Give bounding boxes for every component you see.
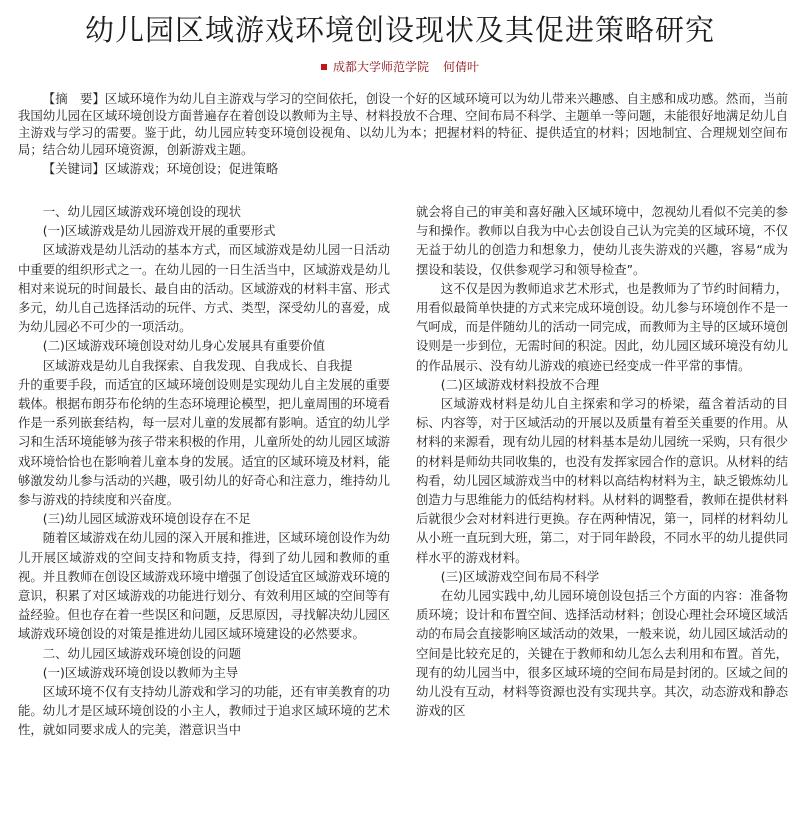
subsection-heading-1-1: (一)区域游戏是幼儿园游戏开展的重要形式 xyxy=(42,223,276,239)
left-column xyxy=(18,202,390,830)
bullet-square-icon xyxy=(321,64,327,70)
body-paragraph: 在幼儿园实践中,幼儿园环境创设包括三个方面的内容：准备物质环境；设计和布置空间、选择活动材料；创设心理社会环境区域活动的布局会直接影响区域活动的效果，一般来说，幼儿园区域活动的空间是比较充足的，关键在于教师和幼儿怎么去利用和布置。首先，现有的幼儿园当中，很多区域环境的空间布局是封闭的。区域之间的幼儿没有互动，材料等资源也没有实现共享。其次，动态游戏和静态游戏的区 xyxy=(416,588,788,719)
subsection-heading-2-1: (一)区域游戏环境创设以教师为主导 xyxy=(42,664,239,680)
keywords-label: 【关键词】 xyxy=(42,161,105,176)
body-paragraph: 就会将自己的审美和喜好融入区域环境中，忽视幼儿看似不完美的参与和操作。教师以自我为中心去创设自己认为完美的区域环境，不仅无益于幼儿的创造力和想象力，使幼儿丧失游戏的兴趣，容易“成为摆设和装设，仅供参观学习和领导检查”。 xyxy=(416,204,788,277)
body-paragraph-lead: 区域游戏是幼儿自我探索、自我发现、自我成长、自我提 xyxy=(42,357,353,373)
keywords-text: 区域游戏；环境创设；促进策略 xyxy=(104,161,279,176)
subsection-heading-1-2: (二)区域游戏环境创设对幼儿身心发展具有重要价值 xyxy=(42,338,326,354)
author-name: 何倩叶 xyxy=(443,60,480,74)
article-title: 幼儿园区域游戏环境创设现状及其促进策略研究 xyxy=(84,13,715,47)
body-paragraph: 区域环境不仅有支持幼儿游戏和学习的功能，还有审美教育的功能。幼儿才是区域环境创设的小主人，教师过于追求区域环境的艺术性，就如同要求成人的完美，潜意识当中 xyxy=(18,684,390,738)
abstract-paragraph xyxy=(18,90,788,158)
body-paragraph: 随着区域游戏在幼儿园的深入开展和推进，区域环境创设作为幼儿开展区域游戏的空间支持和物质支持，得到了幼儿园和教师的重视。并且教师在创设区域游戏环境中增强了创设适宜区域游戏环境的意识，积累了对区域游戏的功能进行划分、有效利用区域的空间等有益经验。但也存在着一些误区和问题，反思原因，寻找解决幼儿园区域游戏环境创设的对策是推进幼儿园区域环境建设的必然要求。 xyxy=(18,530,390,642)
right-column xyxy=(416,202,788,830)
subsection-heading-2-2: (二)区域游戏材料投放不合理 xyxy=(440,376,600,392)
abstract-block xyxy=(18,90,788,177)
body-paragraph: 这不仅是因为教师追求艺术形式，也是教师为了节约时间精力，用看似最简单快捷的方式来完成环境创设。幼儿参与环境创作不是一气呵成，而是伴随幼儿的活动一同完成，而教师为主导的区域环境创设则是一步到位，无需时间的积淀。因此，幼儿园区域环境没有幼儿的作品展示、没有幼儿游戏的痕迹已经变成一件平常的事情。 xyxy=(416,280,788,373)
author-affiliation: 成都大学师范学院 xyxy=(332,60,429,74)
abstract-text: 区域环境作为幼儿自主游戏与学习的空间依托，创设一个好的区域环境可以为幼儿带来兴趣感、自主感和成功感。然而，当前我国幼儿园在区域环境创设方面普遍存在着创设以教师为主导、材料投放不合理、空间布局不科学、主题单一等问题，未能很好地满足幼儿自主游戏与学习的需要。鉴于此，幼儿园应转变环境创设视角、以幼儿为本；把握材料的特征、提供适宜的材料；因地制宜、合理规划空间布局；结合幼儿园环境资源，创新游戏主题。 xyxy=(18,91,789,157)
body-paragraph: 区域游戏材料是幼儿自主探索和学习的桥梁，蕴含着活动的目标、内容等，对于区域活动的开展以及质量有着至关重要的作用。从材料的来源看，现有幼儿园的材料基本是幼儿园统一采购，只有很少的材料是师幼共同收集的，也没有发挥家园合作的意识。从材料的结构看，幼儿园区域游戏当中的材料以高结构材料为主，缺乏锻炼幼儿创造力与思维能力的低结构材料。从材料的调整看，教师在提供材料后就很少会对材料进行更换。存在两种情况，第一，同样的材料幼儿从小班一直玩到大班，第二，对于同年龄段，不同水平的幼儿提供同样水平的游戏材料。 xyxy=(416,396,788,565)
body-paragraph: 升的重要手段，而适宜的区域环境创设则是实现幼儿自主发展的重要载体。根据布朗芬布伦纳的生态环境理论模型，把儿童周围的环境看作是一系列嵌套结构，每一层对儿童的发展都有影响。适宜的幼儿学习和生活环境能够为孩子带来积极的作用，儿童所处的幼儿园区域游戏环境恰恰也在影响着儿童本身的发展。适宜的区域环境及材料，能够激发幼儿参与活动的兴趣，吸引幼儿的好奇心和注意力，维持幼儿参与游戏的持续度和兴奋度。 xyxy=(18,376,390,508)
section-heading-1: 一、幼儿园区域游戏环境创设的现状 xyxy=(42,204,242,219)
abstract-label: 【摘 要】 xyxy=(42,91,105,106)
subsection-heading-2-3: (三)区域游戏空间布局不科学 xyxy=(440,568,600,584)
subsection-heading-1-3: (三)幼儿园区域游戏环境创设存在不足 xyxy=(42,511,251,527)
author-line xyxy=(0,58,800,75)
keywords-paragraph xyxy=(18,160,788,177)
section-heading-2: 二、幼儿园区域游戏环境创设的问题 xyxy=(42,645,242,661)
body-paragraph: 区域游戏是幼儿活动的基本方式，而区域游戏是幼儿园一日活动中重要的组织形式之一。在幼儿园的一日生活当中，区域游戏是幼儿相对来说玩的时间最长、最自由的活动。区域游戏的材料丰富、形式多元，幼儿自己选择活动的玩伴、方式、类型，深受幼儿的喜爱，成为幼儿园必不可少的一项活动。 xyxy=(18,242,390,335)
